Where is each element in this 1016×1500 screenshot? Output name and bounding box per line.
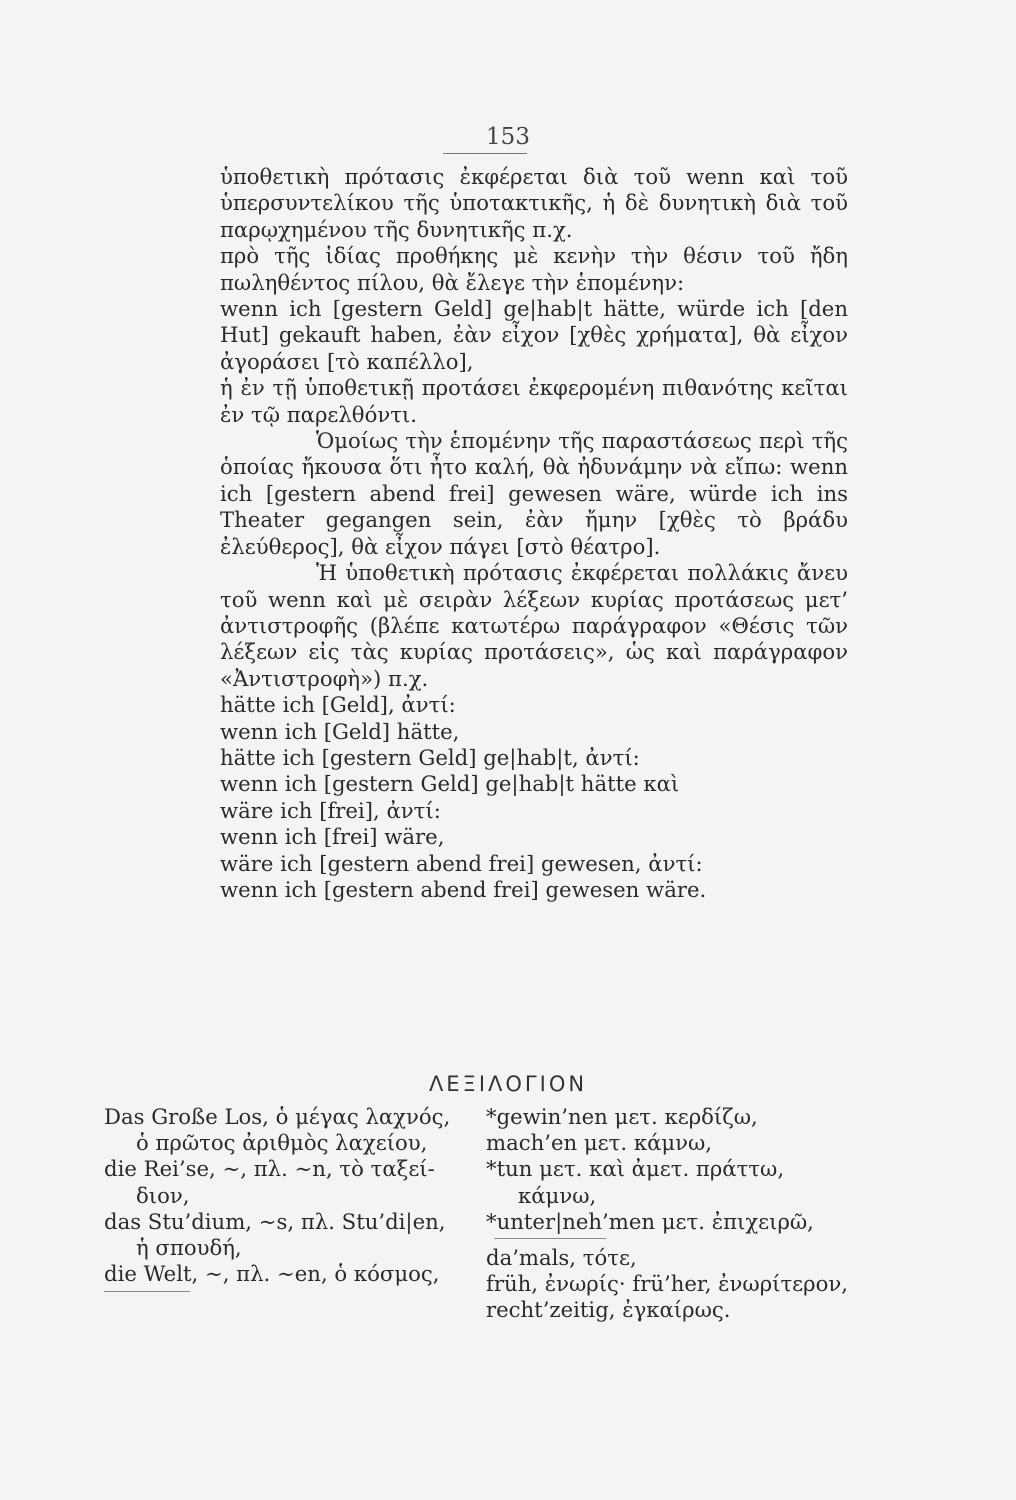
lexicon-entry: das Stu’dium, ∼s, πλ. Stu’di|en, ἡ σπουδή,: [104, 1208, 446, 1261]
lexicon-left-column: [104, 1104, 460, 1292]
paragraph: Ἡ ὑποθετικὴ πρότασις ἐκφέρεται πολλάκις ἄνευ τοῦ wenn καὶ μὲ σειρὰν λέξεων κυρίας προτάσεως μετ’ ἀντιστροφῆς (βλέπε κατωτέρω παράγραφον «Θέσις τῶν λέξεων εἰς τὰς κυρίας προτάσεις», ὡς καὶ παράγραφον «Ἀντιστροφὴ») π.χ.: [220, 560, 848, 691]
lexicon-entry: mach’en μετ. κάμνω,: [486, 1130, 713, 1156]
paragraph: Ὁμοίως τὴν ἑπομένην τῆς παραστάσεως περὶ τῆς ὁποίας ἤκουσα ὅτι ἦτο καλή, θὰ ἠδυνάμην νὰ εἴπω: wenn ich [gestern abend frei] gewesen wäre, würde ich ins Theater gegangen sein, ἐὰν ἤμην [χθὲς τὸ βράδυ ἐλεύθερος], θὰ εἶχον πάγει [στὸ θέατρο].: [220, 428, 848, 559]
paragraph: ὑποθετικὴ πρότασις ἐκφέρεται διὰ τοῦ wenn καὶ τοῦ ὑπερσυντελίκου τῆς ὑποτακτικῆς, ἡ δὲ δυνητικὴ διὰ τοῦ παρῳχημένου τῆς δυνητικῆς π.χ.: [220, 164, 848, 242]
lexicon-entry: die Welt, ∼, πλ. ∼en, ὁ κόσμος,: [104, 1261, 440, 1287]
paragraph: πρὸ τῆς ἰδίας προθήκης μὲ κενὴν τὴν θέσιν τοῦ ἤδη πωληθέντος πίλου, θὰ ἔλεγε τὴν ἑπομένην:: [220, 243, 848, 295]
paragraph: wenn ich [gestern Geld] ge|hab|t hätte, würde ich [den Hut] gekauft haben, ἐὰν εἶχον [χθὲς χρήματα], θὰ εἶχον ἀγοράσει [τὸ καπέλλο],: [220, 296, 848, 374]
lexicon-entry: Das Große Los, ὁ μέγας λαχνός, ὁ πρῶτος ἀριθμὸς λαχείου,: [104, 1104, 451, 1156]
lexicon-entry: da’mals, τότε,: [486, 1245, 637, 1271]
example-line: wäre ich [frei], ἀντί:: [220, 797, 441, 823]
example-line: wäre ich [gestern abend frei] gewesen, ἀντί:: [220, 850, 703, 876]
lexicon-separator: [494, 1238, 606, 1239]
paragraph: ἡ ἐν τῇ ὑποθετικῇ προτάσει ἐκφερομένη πιθανότης κεῖται ἐν τῷ παρελθόντι.: [220, 375, 848, 427]
lexicon-entry: recht’zeitig, ἐγκαίρως.: [486, 1297, 731, 1323]
lexicon-right-column: [486, 1104, 856, 1324]
example-line: wenn ich [frei] wäre,: [220, 824, 445, 850]
lexicon-entry: *unter|neh’men μετ. ἐπιχειρῶ,: [486, 1208, 814, 1234]
lexicon-end-rule: [104, 1291, 190, 1292]
body-text: [220, 164, 848, 903]
example-line: wenn ich [gestern Geld] ge|hab|t hätte καὶ: [220, 771, 680, 797]
example-line: wenn ich [Geld] hätte,: [220, 718, 460, 744]
example-line: hätte ich [Geld], ἀντί:: [220, 692, 456, 718]
lexicon-entry: früh, ἐνωρίς· frü’her, ἐνωρίτερον,: [486, 1271, 848, 1297]
lexicon-heading: ΛΕΞΙΛΟΓΙΟΝ: [428, 1072, 588, 1096]
lexicon-entry: *tun μετ. καὶ ἀμετ. πράττω, κάμνω,: [486, 1156, 785, 1208]
lexicon-entry: *gewin’nen μετ. κερδίζω,: [486, 1104, 758, 1129]
lexicon-entry: die Rei’se, ∼, πλ. ∼n, τὸ ταξεί- διον,: [104, 1156, 435, 1208]
example-line: hätte ich [gestern Geld] ge|hab|t, ἀντί:: [220, 744, 640, 770]
page-number: 153: [486, 124, 530, 150]
page-number-rule: [443, 153, 527, 154]
example-line: wenn ich [gestern abend frei] gewesen wäre.: [220, 876, 707, 902]
